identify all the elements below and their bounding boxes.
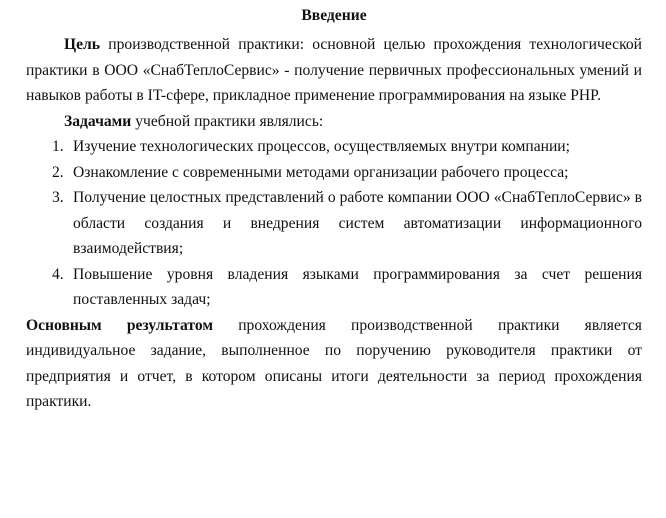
- list-number: 2.: [52, 163, 64, 181]
- list-item-text: Изучение технологических процессов, осуществляемых внутри компании;: [73, 138, 570, 155]
- tasks-heading: [26, 109, 642, 135]
- list-item-text: Повышение уровня владения языками программирования за счет решения поставленных задач;: [73, 265, 642, 308]
- document-title: Введение: [301, 7, 367, 24]
- tasks-lead: Задачами: [64, 112, 132, 130]
- result-lead: Основным результатом: [26, 316, 213, 334]
- goal-text: производственной практики: основной целью прохождения технологической практики в ООО «СнабТеплоСервис» - получение первичных профессиональных умений и навыков работы в IT-сфере, прикладное применение программирования на языке PHP.: [26, 36, 642, 104]
- list-item: [26, 185, 642, 262]
- list-item-text: Ознакомление с современными методами организации рабочего процесса;: [73, 163, 569, 181]
- list-item: [26, 262, 642, 313]
- goal-lead: Цель: [64, 36, 101, 53]
- result-paragraph: [26, 313, 642, 415]
- tasks-intro: учебной практики являлись:: [131, 112, 324, 130]
- list-item-text: Получение целостных представлений о работе компании ООО «СнабТеплоСервис» в области создания и внедрения систем автоматизации информационного взаимодействия;: [73, 189, 642, 257]
- list-number: 3.: [52, 189, 64, 206]
- goal-paragraph: [26, 32, 642, 109]
- list-number: 1.: [52, 138, 64, 155]
- list-number: 4.: [52, 265, 64, 283]
- list-item: [26, 160, 642, 186]
- tasks-list: [26, 134, 642, 313]
- list-item: [26, 134, 642, 160]
- result-text: прохождения производственной практики является индивидуальное задание, выполненное по поручению руководителя практики от предприятия и отчет, в котором описаны итоги деятельности за период прохождения практики.: [26, 316, 642, 410]
